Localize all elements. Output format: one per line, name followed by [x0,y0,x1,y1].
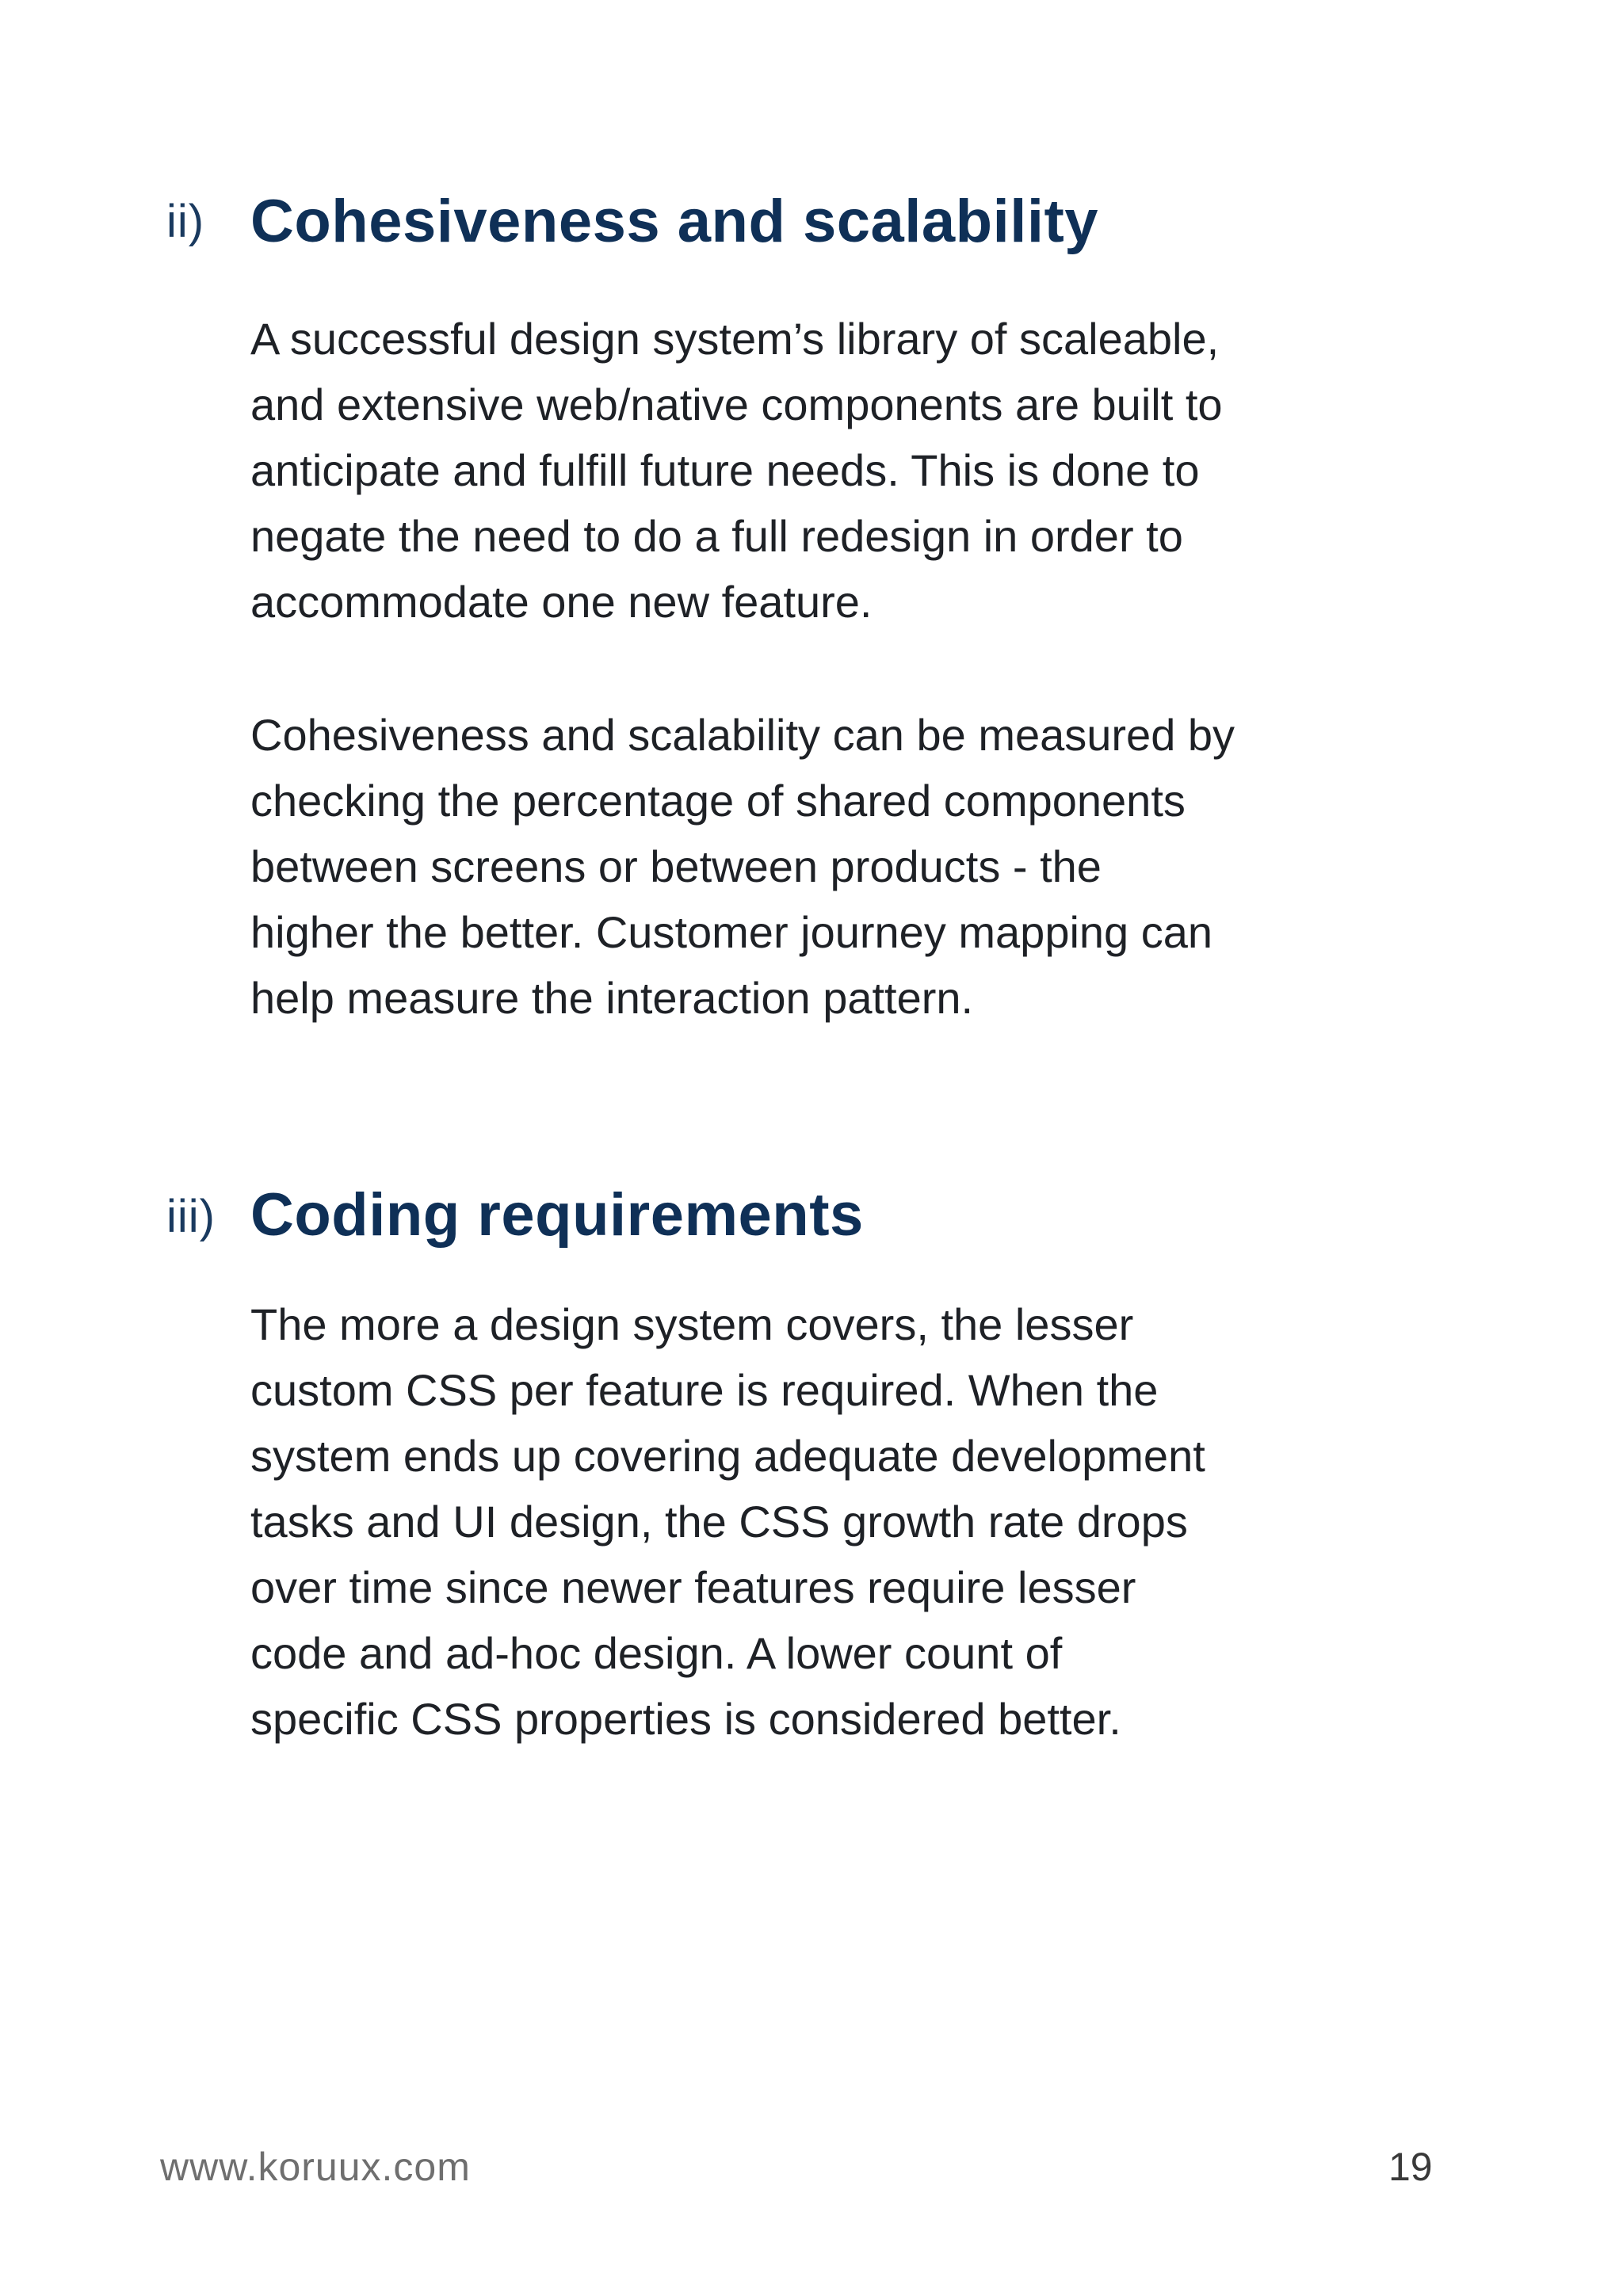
paragraph-line: higher the better. Customer journey mapping can [250,907,1213,957]
paragraph-line: custom CSS per feature is required. When the [250,1365,1159,1415]
paragraph-line: negate the need to do a full redesign in order to [250,511,1183,561]
paragraph-line: over time since newer features require lesser [250,1562,1136,1612]
paragraph-line: A successful design system’s library of scaleable, [250,314,1220,364]
page-number: 19 [1388,2145,1433,2189]
paragraph-line: help measure the interaction pattern. [250,973,974,1023]
footer-website-link[interactable]: www.koruux.com [160,2145,471,2189]
paragraph-line: code and ad-hoc design. A lower count of [250,1628,1063,1678]
paragraph [250,1291,1392,1752]
paragraph-line: checking the percentage of shared components [250,776,1186,826]
paragraph-line: accommodate one new feature. [250,577,873,627]
paragraph-line: and extensive web/native components are built to [250,379,1223,429]
section-title: Cohesiveness and scalability [250,188,1099,255]
paragraph-line: The more a design system covers, the lesser [250,1299,1134,1349]
paragraph-line: specific CSS properties is considered better. [250,1694,1121,1744]
section-title: Coding requirements [250,1181,864,1249]
paragraph-line: Cohesiveness and scalability can be measured by [250,710,1235,760]
paragraph-line: between screens or between products - the [250,841,1102,891]
paragraph [250,702,1392,1031]
paragraph-line: tasks and UI design, the CSS growth rate drops [250,1497,1188,1547]
paragraph [250,306,1392,635]
section-numeral: iii) [166,1191,216,1242]
section-numeral: ii) [166,196,205,247]
paragraph-line: system ends up covering adequate development [250,1431,1205,1481]
paragraph-line: anticipate and fulfill future needs. This is done to [250,445,1200,495]
